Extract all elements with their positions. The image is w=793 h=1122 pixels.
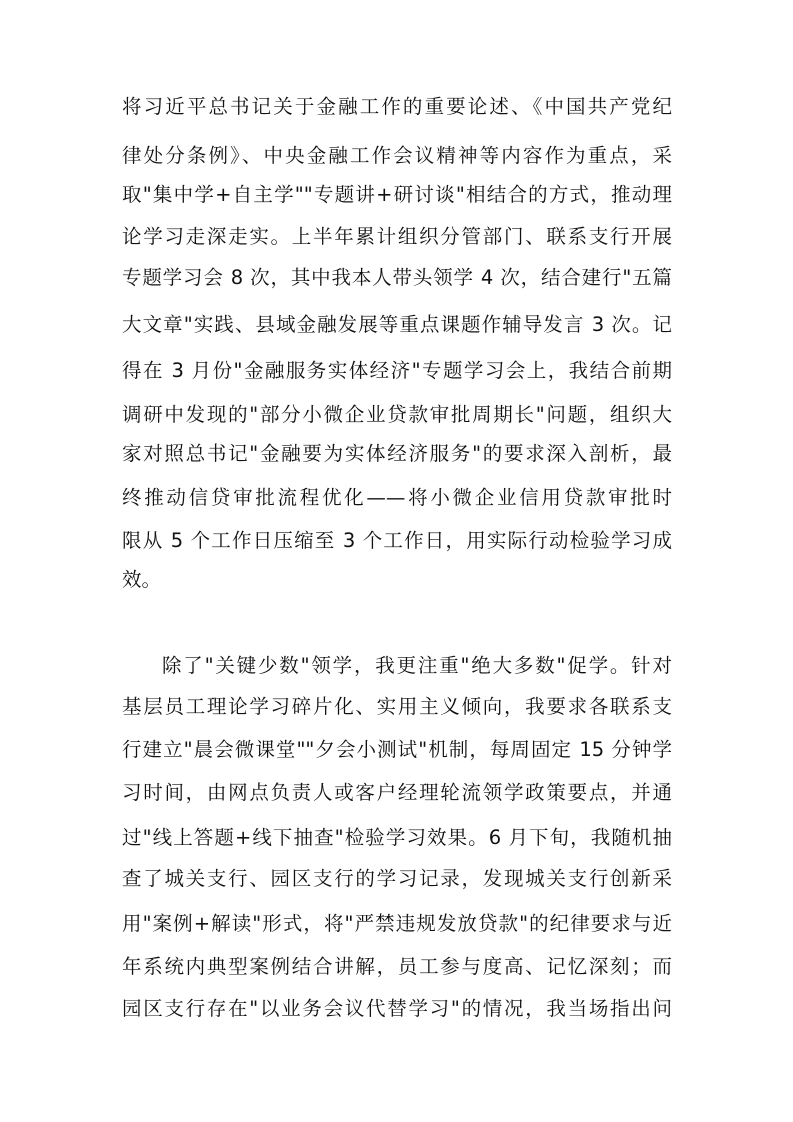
text-line: 限从 5 个工作日压缩至 3 个工作日，用实际行动检验学习成 [122,529,672,552]
text-line: 论学习走深走实。上半年累计组织分管部门、联系支行开展 [122,225,672,248]
text-line: 年系统内典型案例结合讲解，员工参与度高、记忆深刻；而 [122,955,672,978]
text-line: 习时间，由网点负责人或客户经理轮流领学政策要点，并通 [122,781,672,804]
text-line: 效。 [122,568,162,591]
text-line: 除了"关键少数"领学，我更注重"绝大多数"促学。针对 [162,654,672,677]
text-line: 基层员工理论学习碎片化、实用主义倾向，我要求各联系支 [122,695,672,718]
text-line: 律处分条例》、中央金融工作会议精神等内容作为重点，采 [122,144,672,167]
text-line: 园区支行存在"以业务会议代替学习"的情况，我当场指出问 [122,997,672,1020]
text-line: 大文章"实践、县域金融发展等重点课题作辅导发言 3 次。记 [122,313,672,336]
text-line: 终推动信贷审批流程优化——将小微企业信用贷款审批时 [122,486,672,509]
text-line: 取"集中学+自主学""专题讲+研讨谈"相结合的方式，推动理 [122,183,672,206]
text-line: 用"案例+解读"形式，将"严禁违规发放贷款"的纪律要求与近 [122,912,672,935]
text-line: 查了城关支行、园区支行的学习记录，发现城关支行创新采 [122,867,672,890]
text-line: 得在 3 月份"金融服务实体经济"专题学习会上，我结合前期 [122,359,672,382]
text-line: 过"线上答题+线下抽查"检验学习效果。6 月下旬，我随机抽 [122,826,672,849]
text-line: 专题学习会 8 次，其中我本人带头领学 4 次，结合建行"五篇 [122,266,672,289]
text-line: 将习近平总书记关于金融工作的重要论述、《中国共产党纪 [122,95,672,118]
text-line: 调研中发现的"部分小微企业贷款审批周期长"问题，组织大 [122,403,672,426]
text-line: 行建立"晨会微课堂""夕会小测试"机制，每周固定 15 分钟学 [122,738,672,761]
text-line: 家对照总书记"金融要为实体经济服务"的要求深入剖析，最 [122,442,672,465]
